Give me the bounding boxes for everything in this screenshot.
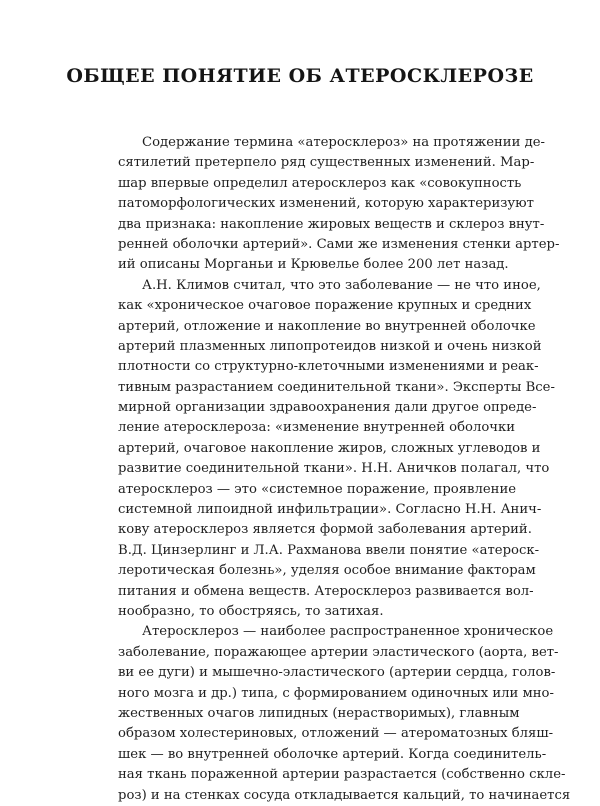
text-line: ренней оболочки артерий». Сами же изменения стенки артер- (118, 236, 560, 252)
text-line: шар впервые определил атеросклероз как «совокупность (118, 175, 522, 191)
text-line: развитие соединительной ткани». Н.Н. Аничков полагал, что (118, 461, 550, 477)
text-line: роз) и на стенках сосуда откладывается кальций, то начинается (118, 787, 571, 803)
text-line: сятилетий претерпело ряд существенных изменений. Мар- (118, 155, 535, 171)
text-line: леротическая болезнь», уделяя особое внимание факторам (118, 563, 536, 579)
text-line: кову атеросклероз является формой заболевания артерий. (118, 522, 532, 538)
text-line: системной липоидной инфильтрации». Согласно Н.Н. Анич- (118, 502, 542, 518)
text-line: ление атеросклероза: «изменение внутренней оболочки (118, 420, 516, 436)
text-line: Содержание термина «атеросклероз» на протяжении де- (142, 135, 545, 150)
text-line: артерий плазменных липопротеидов низкой и очень низкой (118, 338, 542, 354)
text-line: питания и обмена веществ. Атеросклероз развивается вол- (118, 583, 534, 599)
text-line: артерий, отложение и накопление во внутренней оболочке (118, 318, 536, 334)
text-line: В.Д. Цинзерлинг и Л.А. Рахманова ввели понятие «атероск- (118, 542, 540, 558)
text-line: как «хроническое очаговое поражение крупных и средних (118, 298, 532, 314)
text-line: образом холестериновых, отложений — атероматозных бляш- (118, 726, 554, 742)
paragraph-3 (118, 622, 571, 806)
text-line: ная ткань пораженной артерии разрастается (собственно скле- (118, 767, 566, 783)
body-text (118, 133, 571, 806)
text-line: ного мозга и др.) типа, с формированием одиночных или мно- (118, 685, 554, 701)
chapter-title: ОБЩЕЕ ПОНЯТИЕ ОБ АТЕРОСКЛЕРОЗЕ (66, 65, 534, 87)
text-line: жественных очагов липидных (нерастворимых), главным (118, 705, 520, 721)
text-line: плотности со структурно-клеточными изменениями и реак- (118, 359, 539, 375)
text-line: патоморфологических изменений, которую характеризуют (118, 196, 534, 212)
text-line: шек — во внутренней оболочке артерий. Когда соединитель- (118, 746, 547, 762)
text-line: нообразно, то обостряясь, то затихая. (118, 603, 384, 619)
paragraph-1 (118, 133, 560, 276)
text-line: тивным разрастанием соединительной ткани». Эксперты Все- (118, 379, 555, 395)
text-line: Атеросклероз — наиболее распространенное хроническое (142, 624, 554, 640)
text-line: А.Н. Климов считал, что это заболевание — не что иное, (142, 277, 541, 293)
text-line: два признака: накопление жировых веществ и склероз внут- (118, 216, 545, 232)
text-line: атеросклероз — это «системное поражение, проявление (118, 481, 517, 497)
text-line: заболевание, поражающее артерии эластического (аорта, вет- (118, 644, 559, 660)
paragraph-2 (118, 276, 555, 623)
text-line: ви ее дуги) и мышечно-эластического (артерии сердца, голов- (118, 665, 556, 681)
text-line: артерий, очаговое накопление жиров, сложных углеводов и (118, 440, 541, 456)
text-line: мирной организации здравоохранения дали другое опреде- (118, 400, 537, 416)
text-line: ий описаны Морганьи и Крювелье более 200 лет назад. (118, 257, 509, 273)
